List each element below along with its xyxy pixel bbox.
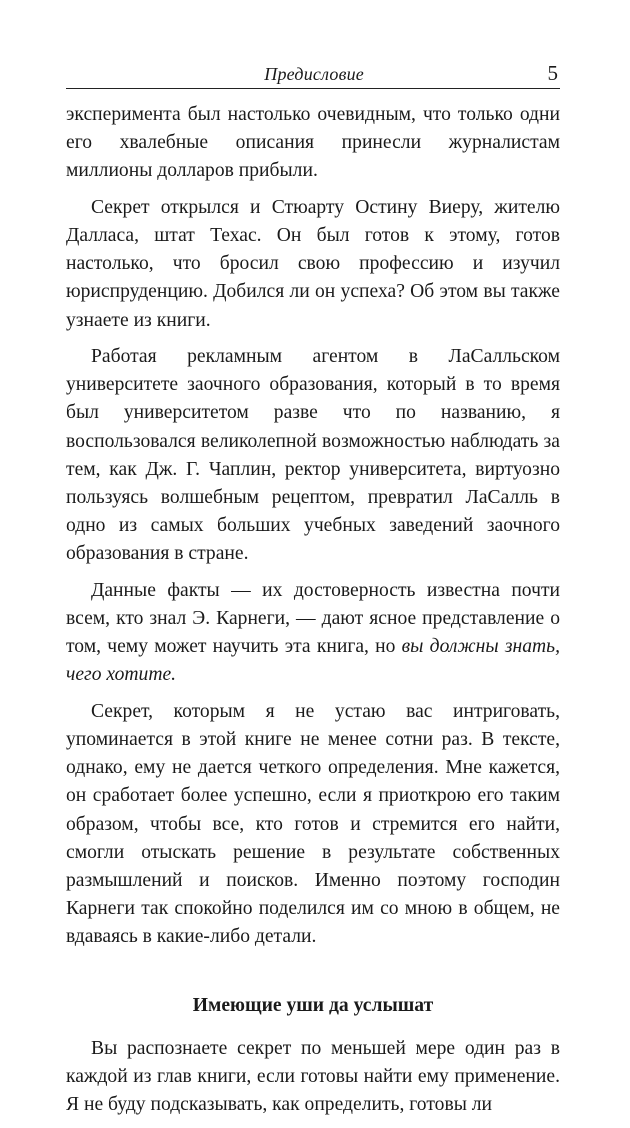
paragraph-emphasis: вы должны знать, чего хотите. [66,636,560,686]
running-header [66,60,560,89]
page-number: 5 [547,61,558,85]
paragraph: Работая рекламным агентом в ЛаСалльском университете заочного образования, который в то время был университетом разве что по названию, я воспользовался великолепной возможностью наблюдать за тем, как Дж. Г. Чаплин, ректор университета, виртуозно пользуясь волшебным рецептом, превратил ЛаСалль в одно из самых больших учебных заведений заочного образования в стране. [66,346,560,565]
paragraph [66,577,560,690]
page-body [66,101,560,1128]
paragraph-text: Данные факты — их достоверность известна почти всем, кто знал Э. Карнеги, — дают ясное представление о том, чему может научить эта книга, но [66,579,560,658]
section-paragraph: Вы распознаете секрет по меньшей мере один раз в каждой из глав книги, если готовы найти ему применение. Я не буду подсказывать, как определить, готовы ли [66,1037,560,1116]
paragraph-continued: эксперимента был настолько очевидным, что только одни его хвалебные описания принесли журналистам миллионы долларов прибыли. [66,104,560,182]
paragraph: Секрет, которым я не устаю вас интриговать, упоминается в этой книге не менее сотни раз. В тексте, однако, ему не дается четкого определения. Мне кажется, он сработает более успешно, если я приоткрою его таким образом, чтобы все, кто готов и стремится его найти, смогли отыскать решение в результате собственных размышлений и поисков. Именно поэтому господин Карнеги так спокойно поделился им со мною в общем, не вдаваясь в какие-либо детали. [66,700,560,948]
section-heading: Имеющие уши да услышат [192,994,434,1016]
running-header-title: Предисловие [264,64,364,84]
paragraph: Секрет открылся и Стюарту Остину Виеру, жителю Далласа, штат Техас. Он был готов к этому, готов настолько, что бросил свою профессию и изучил юриспруденцию. Добился ли он успеха? Об этом вы также узнаете из книги. [66,196,560,331]
